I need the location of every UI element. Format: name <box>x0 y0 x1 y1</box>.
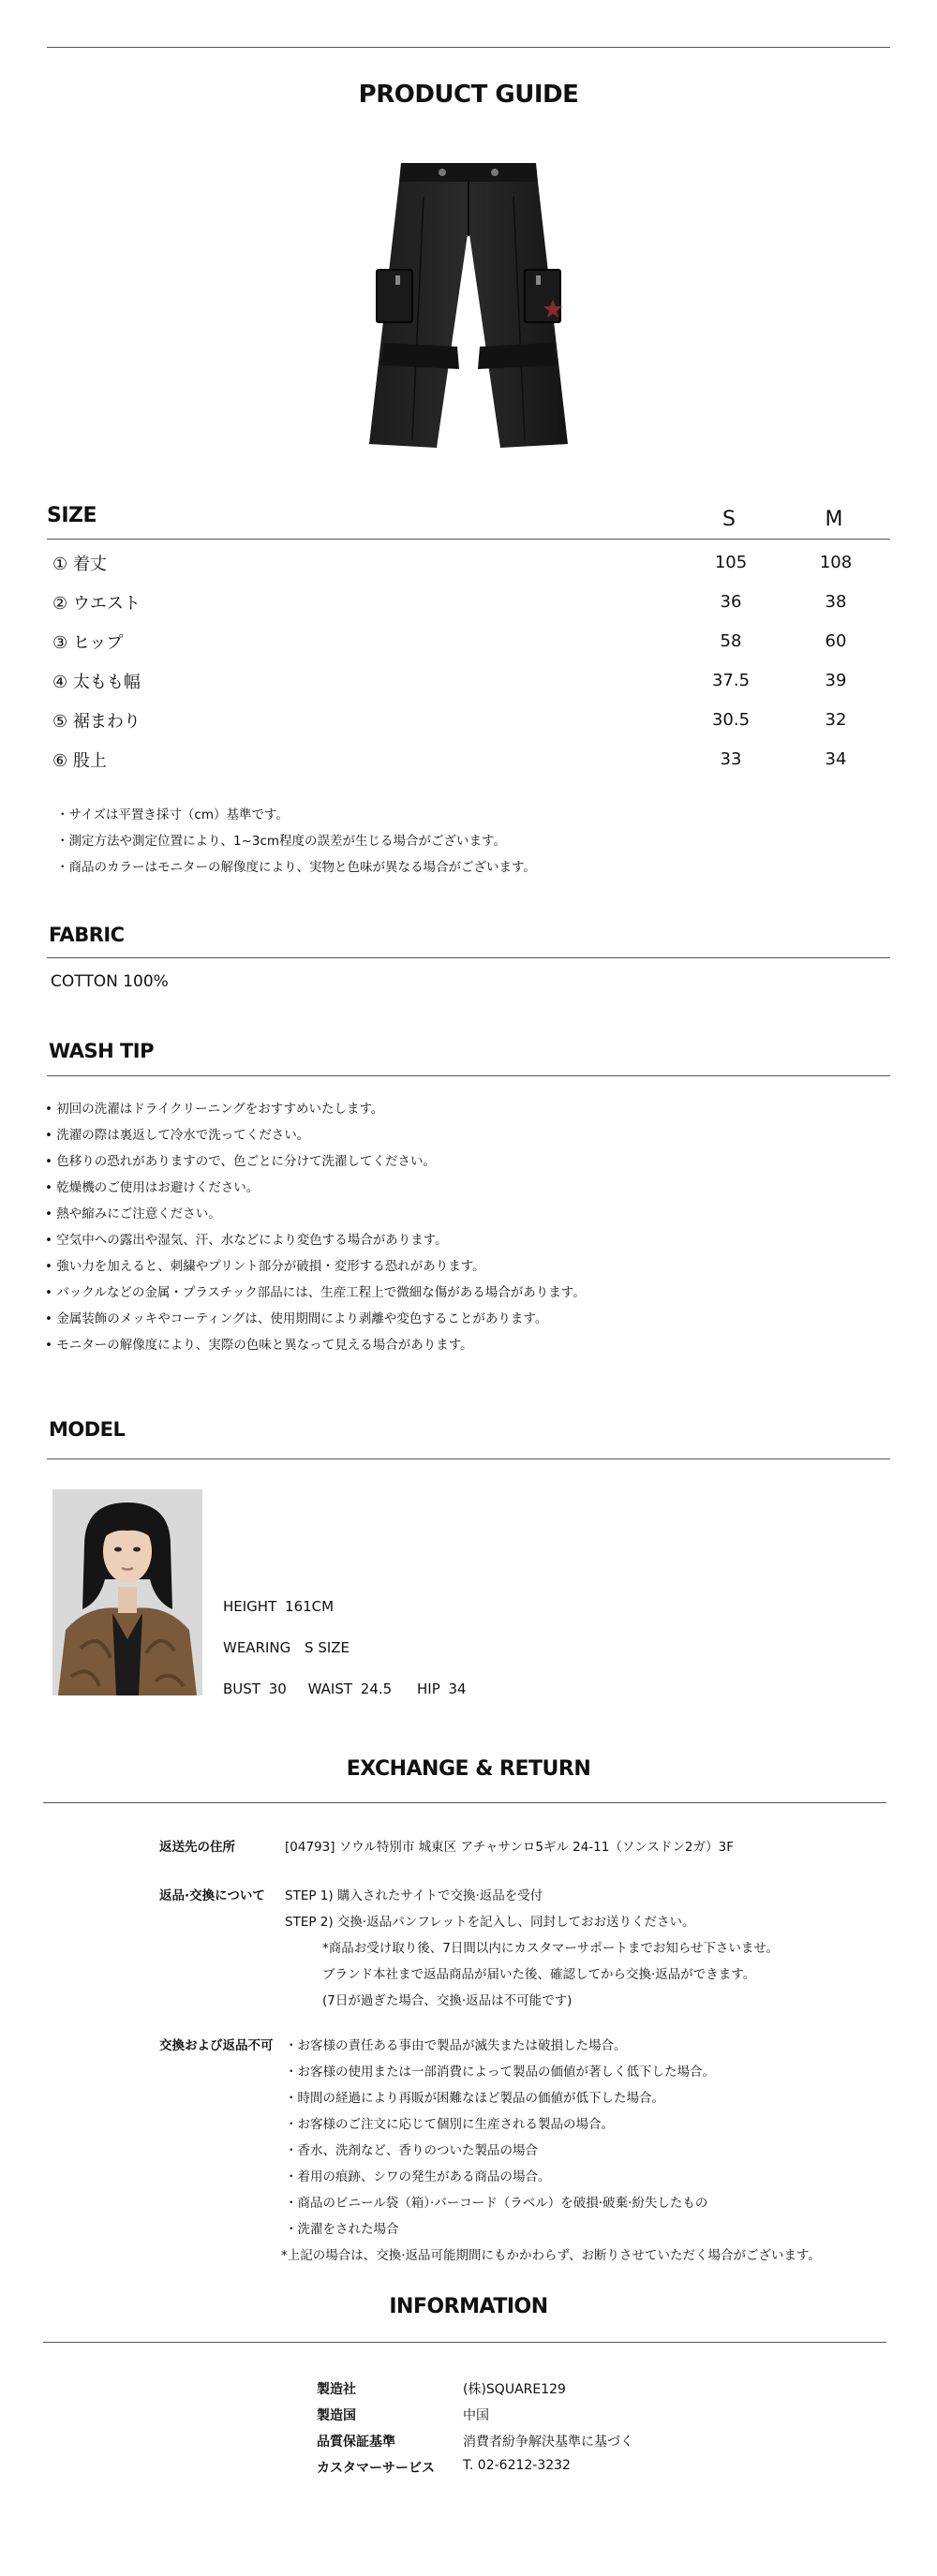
wash-item: • モニターの解像度により、実際の色味と異なって見える場合があります。 <box>45 1338 473 1353</box>
model-waist-value: 24.5 <box>360 1680 393 1697</box>
info-row-value: T. 02-6212-3232 <box>463 2458 571 2473</box>
exchange-process-line: (7日が過ぎた場合、交換·返品は不可能です) <box>322 1993 573 2008</box>
top-divider <box>47 47 890 48</box>
exchange-impossible-line: ・香水、洗剤など、香りのついた製品の場合 <box>285 2143 538 2158</box>
size-row-value-s: 37.5 <box>711 671 751 690</box>
exchange-impossible-line: ・商品のビニール袋（箱）·バーコード（ラベル）を破損·破棄·紛失したもの <box>285 2196 708 2211</box>
information-section-title: INFORMATION <box>389 2295 548 2318</box>
exchange-address-label: 返送先の住所 <box>159 1840 235 1855</box>
exchange-impossible-line: ・お客様の責任ある事由で製品が滅失または破損した場合。 <box>285 2038 627 2053</box>
exchange-impossible-label: 交換および返品不可 <box>159 2038 274 2053</box>
wash-item: • 熱や縮みにご注意ください。 <box>45 1207 221 1221</box>
size-section-title: SIZE <box>47 504 97 527</box>
size-row-label: ② ウエスト <box>52 594 141 614</box>
product-image <box>356 159 581 459</box>
size-row-value-s: 30.5 <box>711 710 751 730</box>
wash-item: • 洗濯の際は裏返して冷水で洗ってください。 <box>45 1128 310 1143</box>
exchange-process-label: 返品·交換について <box>159 1888 265 1903</box>
fabric-divider <box>47 957 890 958</box>
wash-item: • 金属装飾のメッキやコーティングは、使用期間により剥離や変色することがあります。 <box>45 1311 548 1326</box>
model-height-value: 161CM <box>285 1598 335 1615</box>
information-divider <box>43 2342 886 2343</box>
size-row-value-s: 33 <box>720 749 742 769</box>
wash-item: • バックルなどの金属・プラスチック部品には、生産工程上で微細な傷がある場合があります。 <box>45 1285 586 1300</box>
size-row-value-m: 39 <box>825 671 847 690</box>
fabric-value: COTTON 100% <box>51 972 169 991</box>
info-row-value: 消費者紛争解決基準に基づく <box>463 2435 633 2450</box>
size-row-value-s: 36 <box>720 592 742 612</box>
exchange-impossible-line: ・お客様のご注文に応じて個別に生産される製品の場合。 <box>285 2117 614 2132</box>
exchange-process-line: STEP 1) 購入されたサイトで交換·返品を受付 <box>285 1888 543 1903</box>
size-note: ・測定方法や測定位置により、1~3cm程度の誤差が生じる場合がございます。 <box>56 834 506 849</box>
fabric-section-title: FABRIC <box>49 924 125 946</box>
model-photo <box>52 1489 202 1695</box>
exchange-process-line: ブランド本社まで返品商品が届いた後、確認してから交換·返品ができます。 <box>322 1967 756 1982</box>
exchange-address-value: [04793] ソウル特別市 城東区 アチャサンロ5ギル 24-11（ソンスドン2ガ）3F <box>285 1840 735 1855</box>
size-row-value-m: 34 <box>825 749 847 769</box>
exchange-impossible-line: ・時間の経過により再販が困難なほど製品の価値が低下した場合。 <box>285 2091 664 2106</box>
exchange-impossible-line: ・着用の痕跡、シワの発生がある商品の場合。 <box>285 2169 551 2184</box>
info-row-label: カスタマーサービス <box>317 2461 435 2476</box>
exchange-section-title: EXCHANGE & RETURN <box>346 1757 591 1781</box>
size-row-value-m: 38 <box>825 592 847 612</box>
page-title: PRODUCT GUIDE <box>358 81 579 109</box>
model-waist-label: WAIST <box>307 1680 353 1697</box>
model-measurements <box>223 1680 467 1697</box>
model-height-label: HEIGHT <box>223 1598 277 1615</box>
wash-item: • 空気中への露出や湿気、汗、水などにより変色する場合があります。 <box>45 1233 448 1248</box>
info-row-label: 品質保証基準 <box>317 2435 395 2450</box>
model-divider <box>47 1458 890 1459</box>
size-row-label: ① 着丈 <box>52 555 107 574</box>
exchange-divider <box>43 1802 886 1803</box>
size-column-m: M <box>825 508 843 531</box>
size-note: ・商品のカラーはモニターの解像度により、実物と色味が異なる場合がございます。 <box>56 860 536 875</box>
size-row-value-m: 108 <box>819 553 853 572</box>
exchange-process-line: *商品お受け取り後、7日間以内にカスタマーサポートまでお知らせ下さいませ。 <box>322 1941 780 1956</box>
size-divider <box>47 539 890 540</box>
info-row-value: 中国 <box>463 2408 489 2423</box>
size-row-label: ⑥ 股上 <box>52 751 107 771</box>
model-bust-label: BUST <box>223 1680 260 1697</box>
info-row-label: 製造国 <box>317 2408 356 2423</box>
wash-item: • 強い力を加えると、刺繍やプリント部分が破損・変形する恐れがあります。 <box>45 1259 485 1274</box>
size-row-label: ④ 太もも幅 <box>52 673 141 692</box>
size-row-value-s: 58 <box>720 631 742 651</box>
wash-divider <box>47 1075 890 1076</box>
wash-item: • 乾燥機のご使用はお避けください。 <box>45 1180 260 1195</box>
exchange-impossible-line: ・お客様の使用または一部消費によって製品の価値が著しく低下した場合。 <box>285 2065 715 2080</box>
info-row-label: 製造社 <box>317 2382 356 2397</box>
model-section-title: MODEL <box>49 1418 126 1441</box>
model-wearing-value: S SIZE <box>305 1639 350 1656</box>
size-row-label: ③ ヒップ <box>52 633 124 653</box>
exchange-process-line: STEP 2) 交換·返品パンフレットを記入し、同封しておお送りください。 <box>285 1915 695 1930</box>
info-row-value: (株)SQUARE129 <box>463 2382 566 2397</box>
model-height <box>223 1598 334 1615</box>
model-wearing-label: WEARING <box>223 1639 291 1656</box>
model-hip-label: HIP <box>416 1680 440 1697</box>
wash-section-title: WASH TIP <box>49 1040 155 1062</box>
size-row-label: ⑤ 裾まわり <box>52 712 141 732</box>
model-hip-value: 34 <box>448 1680 467 1697</box>
size-note: ・サイズは平置き採寸（cm）基準です。 <box>56 807 289 822</box>
size-row-value-m: 32 <box>825 710 847 730</box>
exchange-footnote: *上記の場合は、交換·返品可能期間にもかかわらず、お断りさせていただく場合がございます。 <box>281 2248 821 2263</box>
size-column-s: S <box>722 508 736 531</box>
wash-item: • 色移りの恐れがありますので、色ごとに分けて洗濯してください。 <box>45 1154 436 1169</box>
size-row-value-m: 60 <box>825 631 847 651</box>
exchange-impossible-line: ・洗濯をされた場合 <box>285 2222 399 2237</box>
model-bust-value: 30 <box>268 1680 287 1697</box>
model-wearing <box>223 1639 350 1656</box>
size-row-value-s: 105 <box>714 553 748 572</box>
wash-item: • 初回の洗濯はドライクリーニングをおすすめいたします。 <box>45 1102 384 1117</box>
